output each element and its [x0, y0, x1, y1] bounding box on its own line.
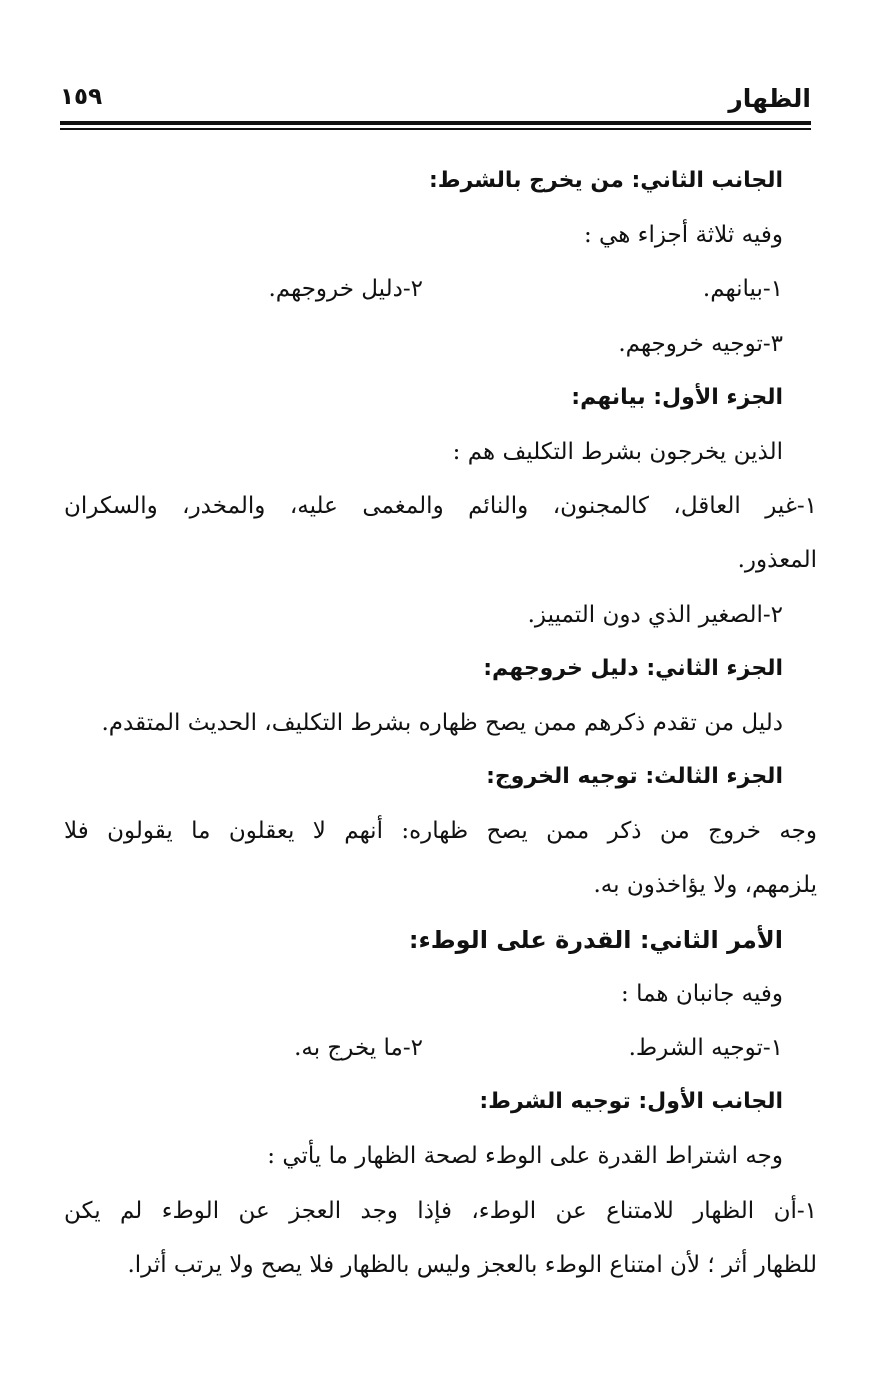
list-item: ٢-ما يخرج به.: [294, 1035, 423, 1061]
subsection-heading: الجزء الثاني: دليل خروجهم:: [483, 655, 783, 681]
page-body: [64, 154, 817, 1292]
paragraph-line: وجه خروج من ذكر ممن يصح ظهاره: أنهم لا يعقلون ما يقولون فلا: [64, 818, 817, 845]
running-title: الظهار: [728, 84, 811, 113]
header-rule-thick: [60, 121, 811, 125]
paragraph-line: وفيه جانبان هما :: [621, 980, 783, 1007]
paragraph-line: وجه اشتراط القدرة على الوطء لصحة الظهار ما يأتي :: [267, 1143, 783, 1170]
list-item: ٢-دليل خروجهم.: [268, 276, 423, 303]
header-rule-thin: [60, 128, 811, 130]
two-column-list: [64, 262, 783, 316]
subsection-heading: الجانب الأول: توجيه الشرط:: [479, 1089, 783, 1115]
paragraph-line: المعذور.: [737, 547, 817, 574]
subsection-heading: الجزء الأول: بيانهم:: [571, 384, 783, 410]
page-header: [60, 84, 811, 122]
paragraph-line: للظهار أثر ؛ لأن امتناع الوطء بالعجز وليس بالظهار فلا يصح ولا يرتب أثرا.: [127, 1251, 817, 1278]
paragraph-line: الذين يخرجون بشرط التكليف هم :: [452, 438, 783, 465]
subsection-heading: الجزء الثالث: توجيه الخروج:: [486, 764, 783, 790]
paragraph-line: وفيه ثلاثة أجزاء هي :: [583, 222, 783, 249]
list-item: ١-توجيه الشرط.: [628, 1035, 783, 1061]
paragraph-line: ١-غير العاقل، كالمجنون، والنائم والمغمى عليه، والمخدر، والسكران: [64, 493, 817, 520]
paragraph-line: يلزمهم، ولا يؤاخذون به.: [593, 872, 817, 899]
paragraph-line: ١-أن الظهار للامتناع عن الوطء، فإذا وجد العجز عن الوطء لم يكن: [64, 1197, 817, 1224]
page-number: ١٥٩: [60, 84, 103, 110]
section-heading: الجانب الثاني: من يخرج بالشرط:: [428, 168, 783, 193]
list-item: ٢-الصغير الذي دون التمييز.: [527, 601, 783, 628]
section-heading: الأمر الثاني: القدرة على الوطء:: [408, 925, 783, 954]
two-column-list: [64, 1021, 783, 1075]
list-item: ٣-توجيه خروجهم.: [618, 330, 783, 357]
paragraph-line: دليل من تقدم ذكرهم ممن يصح ظهاره بشرط التكليف، الحديث المتقدم.: [101, 709, 783, 736]
list-item: ١-بيانهم.: [702, 276, 783, 303]
